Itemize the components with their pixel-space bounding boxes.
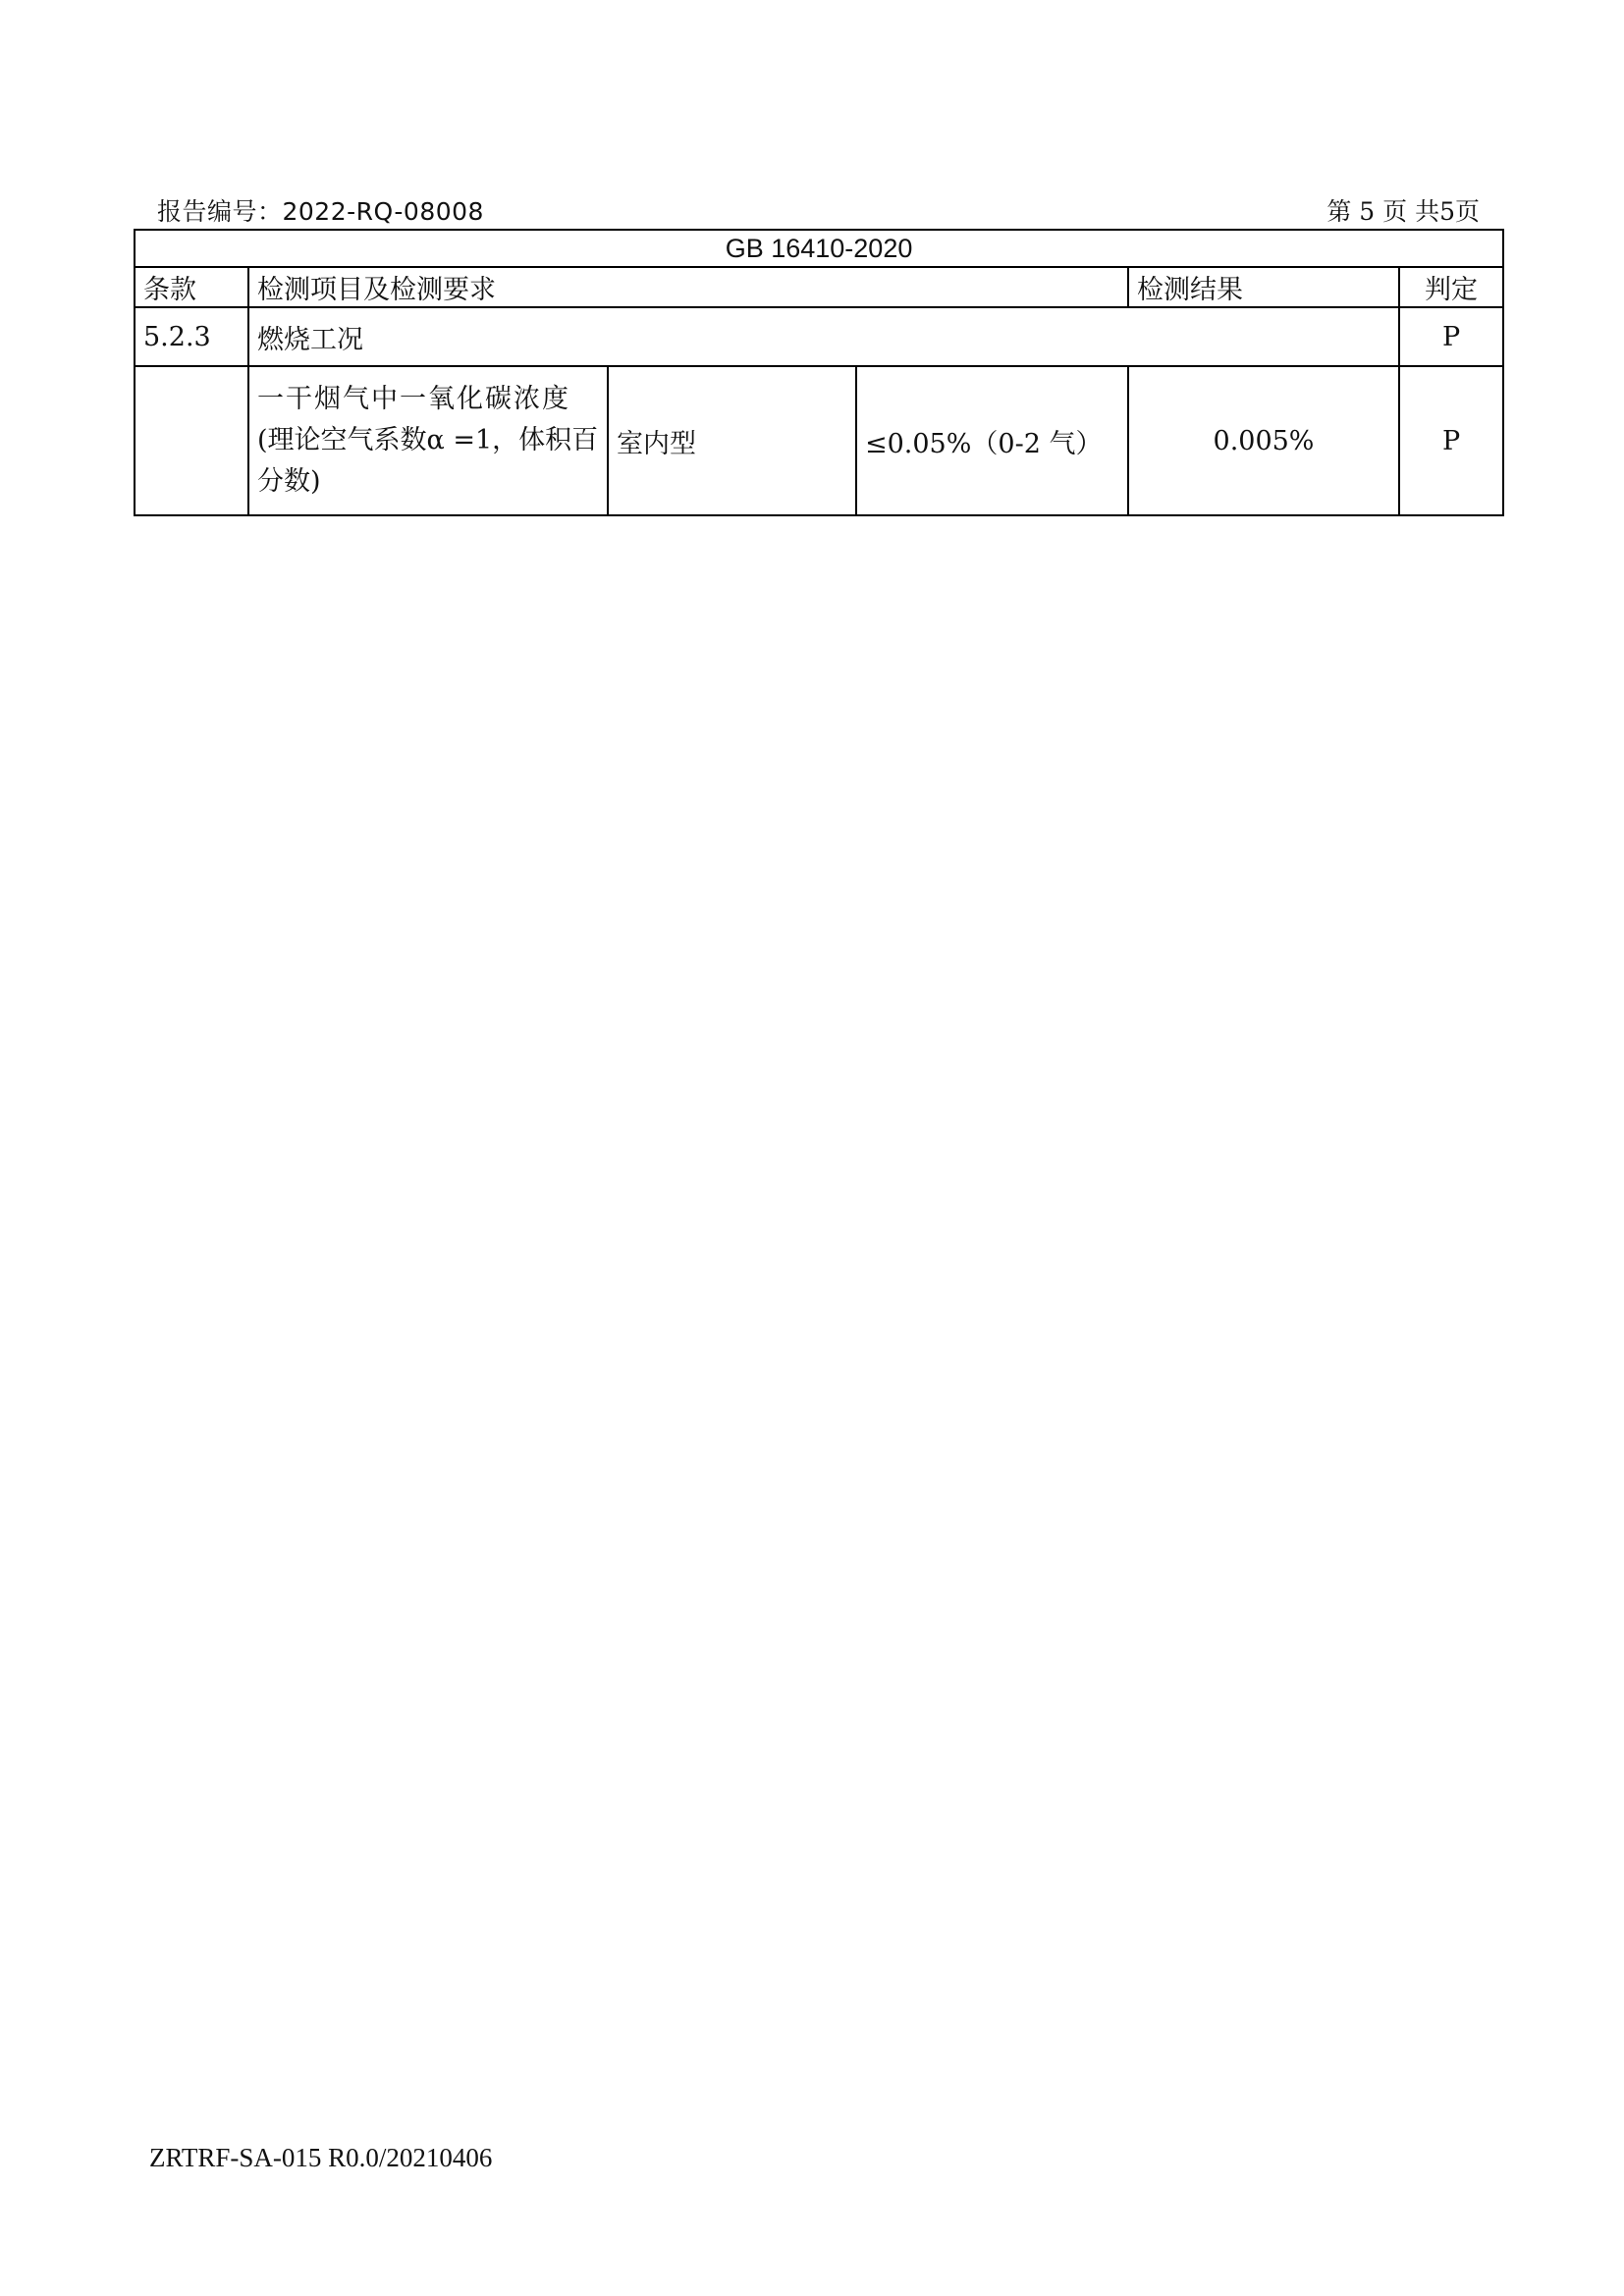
verdict-cell: P — [1399, 307, 1503, 366]
column-header-verdict: 判定 — [1399, 267, 1503, 307]
verdict-cell: P — [1399, 366, 1503, 515]
clause-cell: 5.2.3 — [135, 307, 248, 366]
column-header-clause: 条款 — [135, 267, 248, 307]
item-cell — [248, 366, 608, 515]
table-row — [135, 307, 1503, 366]
requirement-cell: ≤0.05%（0-2 气） — [856, 366, 1128, 515]
item-line: 一干烟气中一氧化碳浓度 — [257, 384, 570, 414]
standard-title: GB 16410-2020 — [135, 230, 1503, 267]
standard-row — [135, 230, 1503, 267]
table-row — [135, 366, 1503, 515]
result-cell: 0.005% — [1128, 366, 1399, 515]
header-row — [135, 267, 1503, 307]
column-header-result: 检测结果 — [1128, 267, 1399, 307]
item-line: 分数) — [257, 466, 321, 497]
page-info: 第 5 页 共5页 — [1326, 197, 1480, 226]
report-number: 报告编号：2022-RQ-08008 — [157, 197, 484, 226]
test-result-table — [134, 229, 1504, 516]
type-cell: 室内型 — [608, 366, 856, 515]
item-cell: 燃烧工况 — [248, 307, 1399, 366]
document-code: ZRTRF-SA-015 R0.0/20210406 — [149, 2143, 493, 2172]
clause-cell — [135, 366, 248, 515]
item-line: (理论空气系数α =1，体积百 — [257, 425, 599, 455]
column-header-item: 检测项目及检测要求 — [248, 267, 1128, 307]
